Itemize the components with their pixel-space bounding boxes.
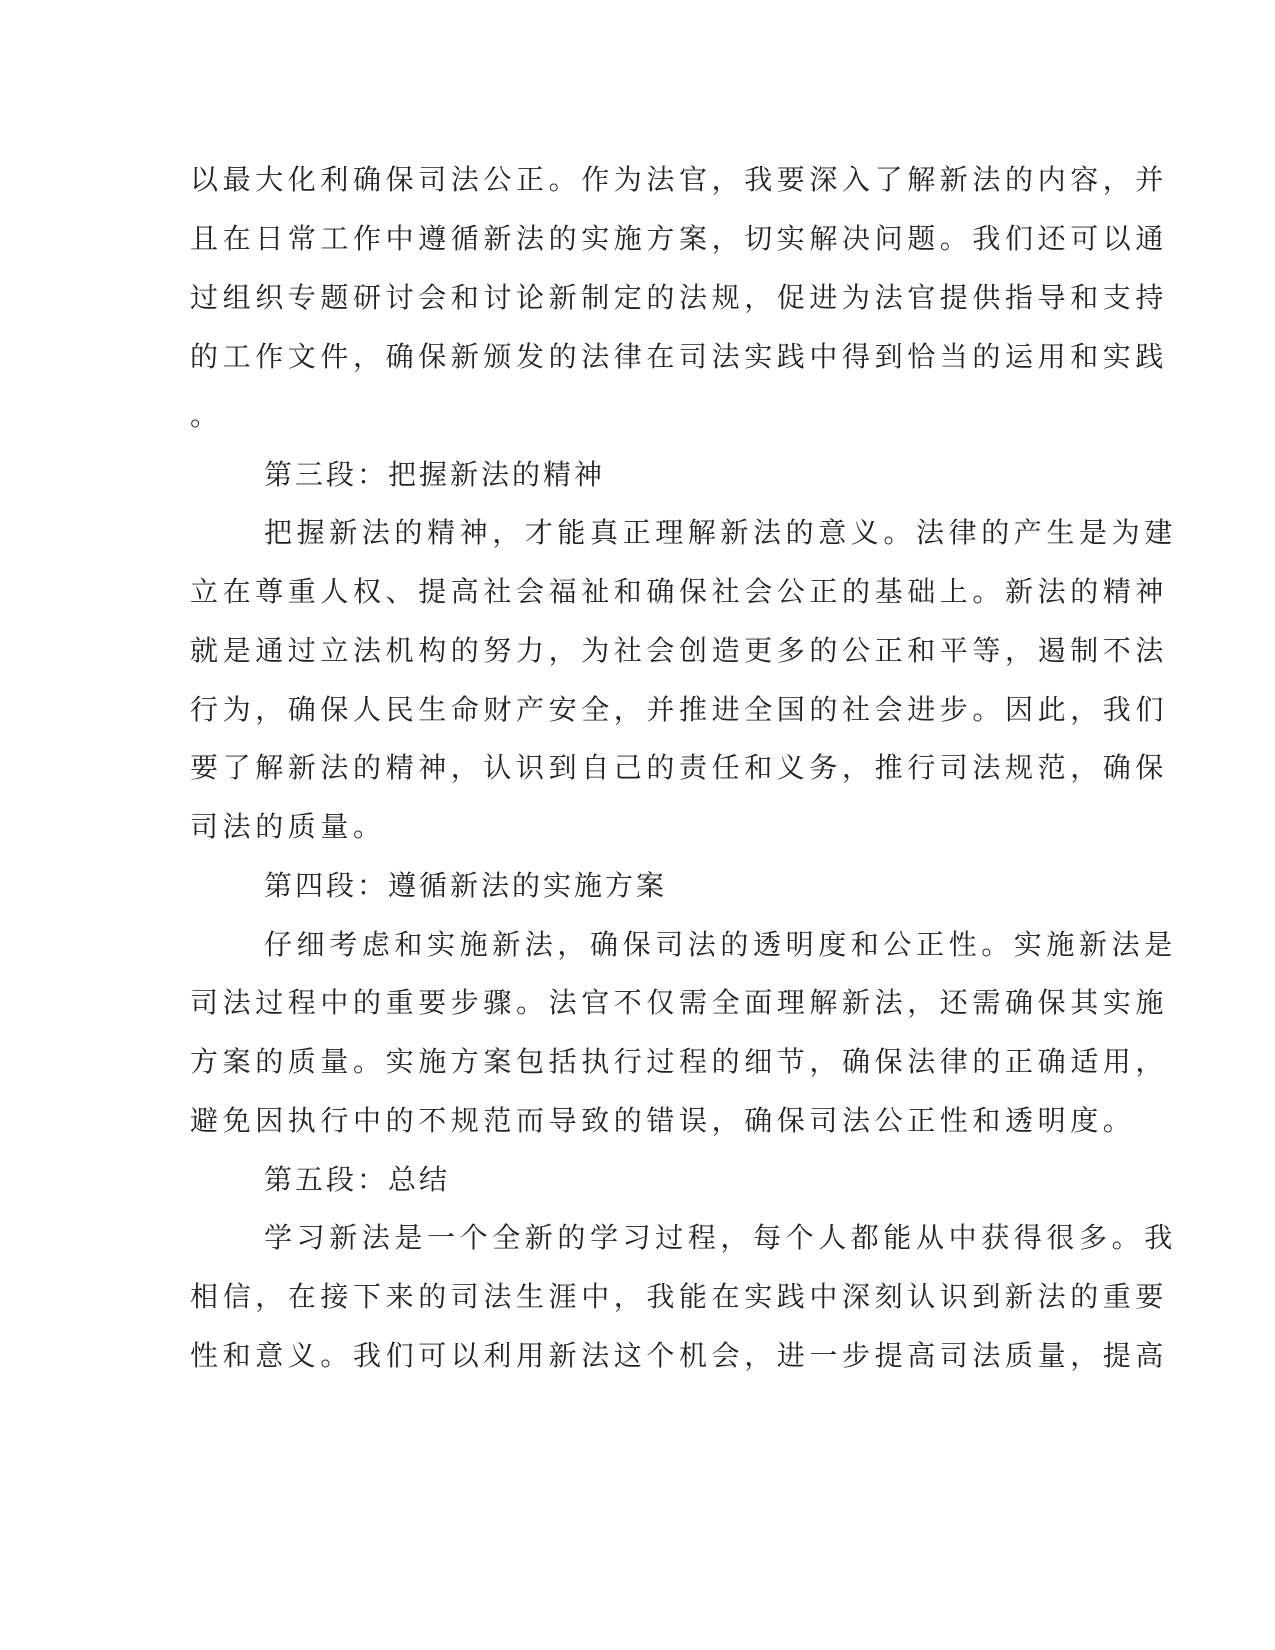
paragraph-line: 司法的质量。 <box>190 810 386 843</box>
paragraph-line: 就是通过立法机构的努力，为社会创造更多的公正和平等，遏制不法 <box>190 634 1169 667</box>
paragraph-line: 相信，在接下来的司法生涯中，我能在实践中深刻认识到新法的重要 <box>190 1280 1169 1313</box>
paragraph-line: 把握新法的精神，才能真正理解新法的意义。法律的产生是为建 <box>264 516 1177 549</box>
paragraph-line: 且在日常工作中遵循新法的实施方案，切实解决问题。我们还可以通 <box>190 222 1169 255</box>
section-heading-4: 第四段：遵循新法的实施方案 <box>264 869 668 902</box>
paragraph-line: 要了解新法的精神，认识到自己的责任和义务，推行司法规范，确保 <box>190 751 1169 784</box>
paragraph-line: 学习新法是一个全新的学习过程，每个人都能从中获得很多。我 <box>264 1221 1177 1254</box>
paragraph-line: 立在尊重人权、提高社会福祉和确保社会公正的基础上。新法的精神 <box>190 575 1169 608</box>
paragraph-line: 以最大化利确保司法公正。作为法官，我要深入了解新法的内容，并 <box>190 163 1169 196</box>
paragraph-line: 性和意义。我们可以利用新法这个机会，进一步提高司法质量，提高 <box>190 1339 1169 1372</box>
paragraph-line: 的工作文件，确保新颁发的法律在司法实践中得到恰当的运用和实践 <box>190 340 1169 373</box>
paragraph-line: 仔细考虑和实施新法，确保司法的透明度和公正性。实施新法是 <box>264 928 1177 961</box>
paragraph-line: 。 <box>190 399 223 432</box>
paragraph-line: 过组织专题研讨会和讨论新制定的法规，促进为法官提供指导和支持 <box>190 281 1169 314</box>
paragraph-line: 方案的质量。实施方案包括执行过程的细节，确保法律的正确适用， <box>190 1045 1169 1078</box>
section-heading-5: 第五段：总结 <box>264 1163 451 1196</box>
section-heading-3: 第三段：把握新法的精神 <box>264 458 606 491</box>
paragraph-line: 司法过程中的重要步骤。法官不仅需全面理解新法，还需确保其实施 <box>190 986 1169 1019</box>
paragraph-line: 行为，确保人民生命财产安全，并推进全国的社会进步。因此，我们 <box>190 693 1169 726</box>
paragraph-line: 避免因执行中的不规范而导致的错误，确保司法公正性和透明度。 <box>190 1104 1136 1137</box>
